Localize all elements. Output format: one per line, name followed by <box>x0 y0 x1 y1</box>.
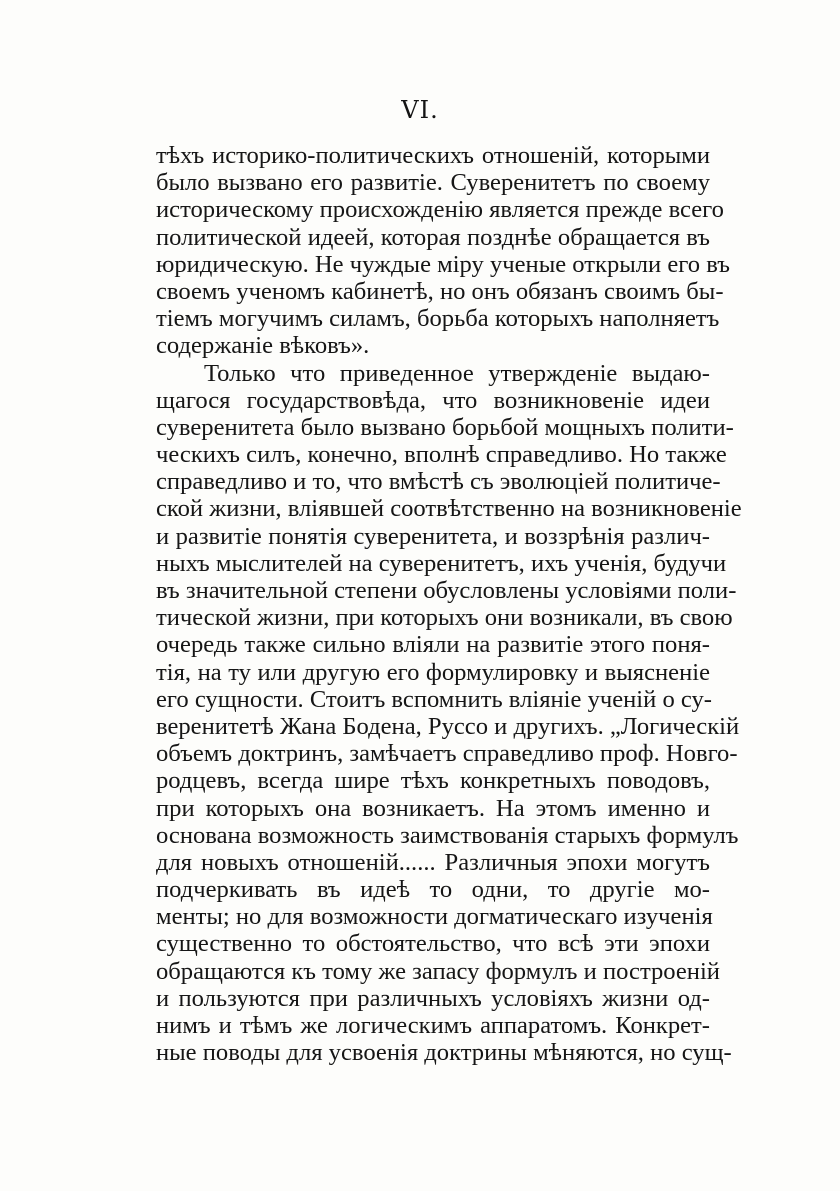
text-line: и пользуются при различныхъ условіяхъ жизни од- <box>156 984 710 1012</box>
text-line: ные поводы для усвоенія доктрины мѣняются, но сущ- <box>156 1039 732 1067</box>
text-line: справедливо и то, что вмѣстѣ съ эволюціей политиче- <box>156 468 721 496</box>
text-line: основана возможность заимствованія старыхъ формулъ <box>156 821 739 849</box>
text-line: его сущности. Стоитъ вспомнить вліяніе ученій о су- <box>156 685 712 713</box>
text-line: въ значительной степени обусловлены условіями поли- <box>156 577 737 604</box>
text-line: ческихъ силъ, конечно, вполнѣ справедливо. Но также <box>156 441 727 469</box>
text-line: суверенитета было вызвано борьбой мощныхъ полити- <box>156 413 734 441</box>
text-line: тѣхъ историко-политическихъ отношеній, которыми <box>156 142 710 169</box>
text-line: было вызвано его развитіе. Суверенитетъ по своему <box>156 169 710 197</box>
text-line: тической жизни, при которыхъ они возникали, въ свою <box>156 604 733 632</box>
text-line: юридическую. Не чуждые міру ученые открыли его въ <box>156 250 730 278</box>
text-line: обращаются къ тому же запасу формулъ и построеній <box>156 957 720 985</box>
text-line: щагося государствовѣда, что возникновеніе идеи <box>156 386 710 414</box>
text-line: подчеркивать въ идеѣ то одни, то другіе мо- <box>156 876 710 904</box>
text-line: и развитіе понятія суверенитета, и воззрѣнія различ- <box>156 522 710 550</box>
page-number: VI. <box>401 96 439 124</box>
text-line: объемъ доктринъ, замѣчаетъ справедливо проф. Новго- <box>156 740 738 768</box>
text-line: веренитетѣ Жана Бодена, Руссо и другихъ. „Логическій <box>156 712 740 740</box>
text-line: политической идеей, которая позднѣе обращается въ <box>156 223 710 251</box>
text-line: тіемъ могучимъ силамъ, борьба которыхъ наполняетъ <box>156 305 720 333</box>
text-line: ныхъ мыслителей на суверенитетъ, ихъ ученія, будучи <box>156 549 727 577</box>
text-line: ской жизни, вліявшей соотвѣтственно на возникновеніе <box>156 495 742 523</box>
text-line: родцевъ, всегда шире тѣхъ конкретныхъ поводовъ, <box>156 767 710 795</box>
text-line: для новыхъ отношеній...... Различныя эпохи могутъ <box>156 848 710 876</box>
paragraph-start-line: Только что приведенное утвержденіе выдаю- <box>204 359 710 387</box>
body-text <box>156 142 742 1067</box>
paragraph-end-line: содержаніе вѣковъ». <box>156 332 370 360</box>
text-line: при которыхъ она возникаетъ. На этомъ именно и <box>156 794 710 822</box>
text-line: своемъ ученомъ кабинетѣ, но онъ обязанъ своимъ бы- <box>156 277 724 305</box>
text-line: нимъ и тѣмъ же логическимъ аппаратомъ. Конкрет- <box>156 1012 710 1039</box>
text-line: историческому происхожденію является прежде всего <box>156 196 724 224</box>
text-line: тія, на ту или другую его формулировку и выясненіе <box>156 658 710 686</box>
text-line: очередь также сильно вліяли на развитіе этого поня- <box>156 631 710 659</box>
text-line: менты; но для возможности догматическаго изученія <box>156 903 713 931</box>
text-line: существенно то обстоятельство, что всѣ эти эпохи <box>156 930 710 958</box>
